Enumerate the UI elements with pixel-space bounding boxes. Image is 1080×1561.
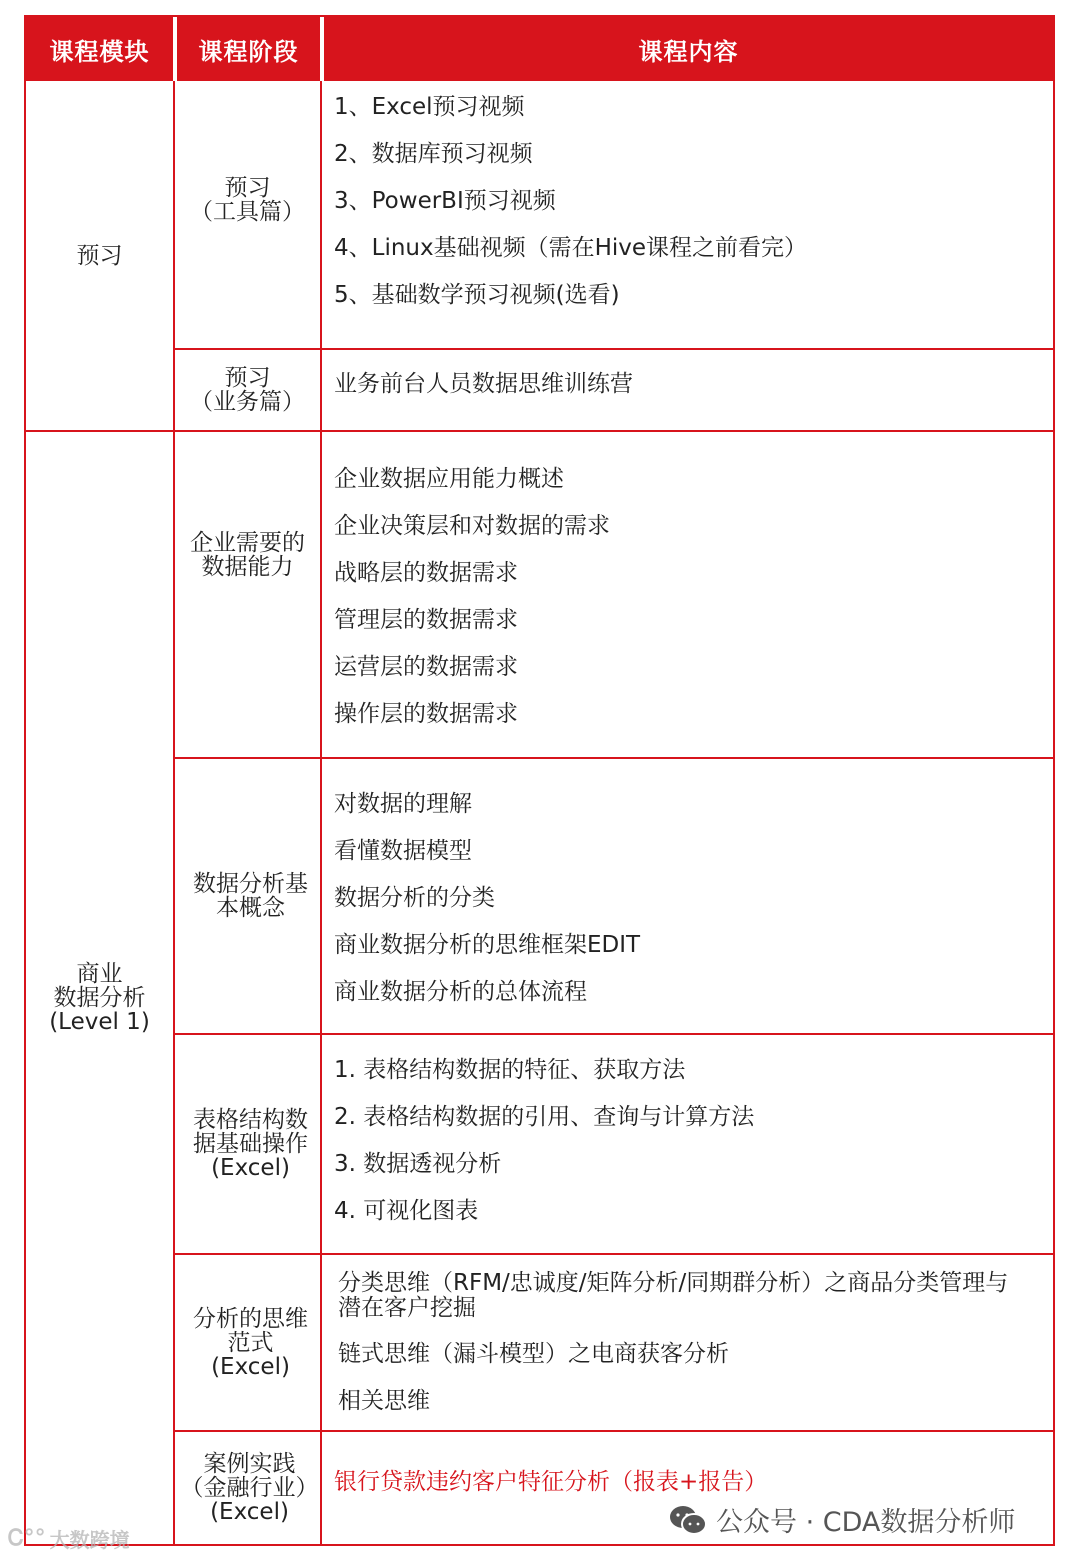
content-item: 5、基础数学预习视频(选看)	[334, 282, 620, 308]
table-header	[26, 17, 1053, 81]
module-label-line: 商业	[76, 961, 123, 987]
stage-cell	[175, 350, 320, 430]
stage-label-line: (Excel)	[211, 1353, 290, 1380]
stage-cell	[175, 1035, 320, 1253]
content-item: 2. 表格结构数据的引用、查询与计算方法	[334, 1104, 755, 1130]
content-item: 分类思维（RFM/忠诚度/矩阵分析/同期群分析）之商品分类管理与潜在客户挖掘	[338, 1269, 1009, 1321]
course-table	[24, 15, 1055, 1546]
content-item: 1. 表格结构数据的特征、获取方法	[334, 1057, 686, 1083]
header-content: 课程内容	[638, 37, 739, 66]
content-item: 数据分析的分类	[334, 884, 495, 911]
stage-label-line: 预习	[224, 365, 271, 391]
stage-label-line: （工具篇）	[190, 198, 305, 225]
stage-label-line: 企业需要的	[190, 529, 305, 556]
content-cell	[322, 350, 1053, 430]
content-item: 战略层的数据需求	[334, 559, 518, 586]
content-item-highlight: 银行贷款违约客户特征分析（报表+报告）	[334, 1468, 768, 1495]
stage-label-line: (Excel)	[210, 1499, 289, 1525]
watermark-right-text: 公众号 · CDA数据分析师	[716, 1507, 1016, 1538]
stage-label-line: 数据分析基	[193, 871, 308, 897]
content-item: 商业数据分析的思维框架EDIT	[334, 931, 641, 958]
stage-label-line: 据基础操作	[193, 1131, 308, 1157]
content-item: 2、数据库预习视频	[334, 141, 533, 167]
module-label-line: 数据分析	[53, 985, 146, 1011]
stage-label-line: （金融行业）	[180, 1475, 319, 1501]
content-cell	[322, 1035, 1053, 1253]
watermark-wechat-account	[668, 1500, 1015, 1539]
stage-cell	[175, 432, 320, 757]
stage-label-line: 数据能力	[201, 553, 294, 580]
content-cell	[322, 1255, 1053, 1430]
content-item: 对数据的理解	[334, 790, 472, 817]
content-cell	[322, 759, 1053, 1033]
stage-label-line: 表格结构数	[193, 1107, 308, 1133]
content-cell	[322, 81, 1053, 348]
stage-cell	[175, 759, 320, 1033]
module-label-line: (Level 1)	[49, 1009, 150, 1035]
content-item: 4. 可视化图表	[334, 1198, 479, 1224]
content-item: 业务前台人员数据思维训练营	[334, 370, 633, 397]
content-item: 看懂数据模型	[334, 837, 472, 864]
content-item: 企业数据应用能力概述	[334, 465, 564, 492]
content-item: 4、Linux基础视频（需在Hive课程之前看完）	[334, 235, 808, 261]
content-item: 相关思维	[338, 1387, 430, 1414]
content-item: 链式思维（漏斗模型）之电商获客分析	[338, 1340, 729, 1367]
header-module: 课程模块	[49, 37, 150, 66]
stage-cell	[175, 1432, 320, 1544]
module-cell-preview	[26, 81, 173, 430]
content-item: 管理层的数据需求	[334, 606, 518, 633]
module-label: 预习	[76, 242, 123, 269]
stage-label-line: 范式	[227, 1329, 274, 1356]
content-item: 3、PowerBI预习视频	[334, 188, 556, 214]
watermark-left-text: 大数跨境	[49, 1528, 130, 1552]
content-item: 运营层的数据需求	[334, 653, 518, 680]
stage-label-line: (Excel)	[211, 1155, 290, 1181]
watermark-dashujingjing	[8, 1524, 130, 1553]
stage-label-line: （业务篇）	[190, 389, 305, 415]
module-cell-business-analysis	[26, 432, 173, 1544]
stage-label-line: 分析的思维	[193, 1305, 308, 1332]
wechat-icon	[668, 1504, 708, 1536]
stage-cell	[175, 1255, 320, 1430]
stage-label-line: 预习	[224, 174, 271, 201]
content-item: 3. 数据透视分析	[334, 1151, 502, 1177]
content-item: 商业数据分析的总体流程	[334, 978, 587, 1005]
content-cell	[322, 432, 1053, 757]
stage-label-line: 案例实践	[203, 1451, 296, 1477]
content-item: 1、Excel预习视频	[334, 94, 525, 120]
header-stage: 课程阶段	[198, 37, 299, 66]
content-item: 操作层的数据需求	[334, 700, 518, 727]
stage-label-line: 本概念	[216, 895, 285, 921]
content-item: 企业决策层和对数据的需求	[334, 512, 610, 539]
stage-cell	[175, 81, 320, 348]
logo-icon: Ꮯ°°	[8, 1526, 46, 1551]
